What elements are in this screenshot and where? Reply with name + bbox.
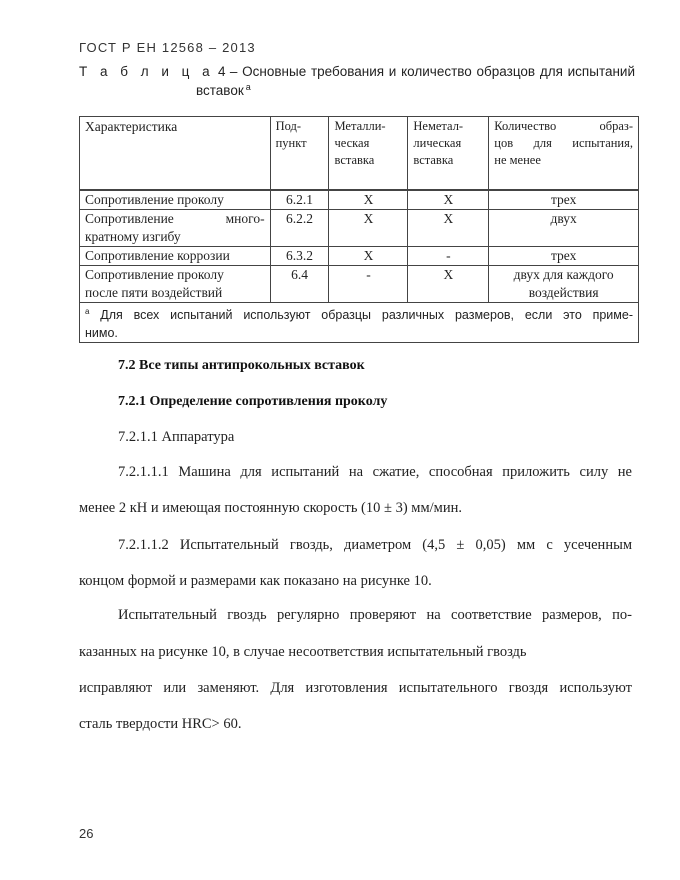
paragraph-line: казанных на рисунке 10, в случае несоответствия испытательный гвоздь	[79, 644, 527, 660]
table-footnote	[80, 302, 639, 342]
table-row	[80, 265, 639, 302]
table-caption-line2	[196, 82, 251, 98]
table-caption-number: 4	[218, 64, 226, 79]
table-row	[80, 246, 639, 265]
header-characteristic: Характеристика	[80, 117, 271, 190]
cell-clause: 6.2.2	[270, 209, 329, 246]
table-caption-text-2: вставок	[196, 83, 244, 98]
header-subclause: Под- пункт	[270, 117, 329, 190]
cell-count: трех	[489, 246, 639, 265]
table-row	[80, 190, 639, 210]
header-metal-insert: Металли- ческая вставка	[329, 117, 408, 190]
cell-clause: 6.3.2	[270, 246, 329, 265]
footnote-text: Для всех испытаний используют образцы различных размеров, если это приме-	[100, 307, 633, 322]
paragraph-line: 7.2.1.1.2 Испытательный гвоздь, диаметром (4,5 ± 0,05) мм с усеченным	[118, 537, 632, 553]
table-caption-label: Т а б л и ц а	[79, 64, 214, 79]
cell-count: трех	[489, 190, 639, 210]
cell-clause: 6.4	[270, 265, 329, 302]
footnote-text-2: нимо.	[85, 325, 118, 340]
cell-nonmetal: X	[408, 190, 489, 210]
table-footnote-row	[80, 302, 639, 342]
table-header-row	[80, 117, 639, 190]
paragraph-line: 7.2.1.1.1 Машина для испытаний на сжатие, способная приложить силу не	[118, 464, 632, 480]
paragraph-line: концом формой и размерами как показано на рисунке 10.	[79, 573, 432, 589]
section-heading-7-2-1: 7.2.1 Определение сопротивления проколу	[118, 394, 388, 409]
cell-count: двух	[489, 209, 639, 246]
cell-characteristic: Сопротивление коррозии	[80, 246, 271, 265]
cell-metal: -	[329, 265, 408, 302]
table-caption-text: – Основные требования и количество образцов для испытаний	[229, 64, 636, 79]
cell-count: двух для каждого воздействия	[489, 265, 639, 302]
page-number: 26	[79, 826, 94, 841]
document-header: ГОСТ Р ЕН 12568 – 2013	[79, 40, 256, 55]
cell-nonmetal: -	[408, 246, 489, 265]
paragraph-line: сталь твердости HRC> 60.	[79, 716, 242, 732]
cell-characteristic: Сопротивление много- кратному изгибу	[80, 209, 271, 246]
table-row	[80, 209, 639, 246]
cell-characteristic: Сопротивление проколу	[80, 190, 271, 210]
cell-nonmetal: X	[408, 265, 489, 302]
header-nonmetal-insert: Неметал- лическая вставка	[408, 117, 489, 190]
paragraph-line: менее 2 кН и имеющая постоянную скорость (10 ± 3) мм/мин.	[79, 500, 462, 516]
table-caption	[79, 64, 635, 80]
cell-characteristic: Сопротивление проколу после пяти воздействий	[80, 265, 271, 302]
table-caption-sup: a	[245, 82, 251, 92]
cell-metal: X	[329, 190, 408, 210]
paragraph-line: исправляют или заменяют. Для изготовления испытательного гвоздя используют	[79, 680, 632, 696]
requirements-table	[79, 116, 639, 343]
cell-metal: X	[329, 246, 408, 265]
cell-clause: 6.2.1	[270, 190, 329, 210]
footnote-sup: a	[85, 306, 90, 316]
cell-metal: X	[329, 209, 408, 246]
cell-nonmetal: X	[408, 209, 489, 246]
paragraph-line: Испытательный гвоздь регулярно проверяют на соответствие размеров, по-	[118, 607, 632, 623]
section-heading-7-2: 7.2 Все типы антипрокольных вставок	[118, 358, 365, 373]
header-sample-count: Количество образ- цов для испытания, не менее	[489, 117, 639, 190]
subsection-apparatus: 7.2.1.1 Аппаратура	[118, 429, 235, 445]
